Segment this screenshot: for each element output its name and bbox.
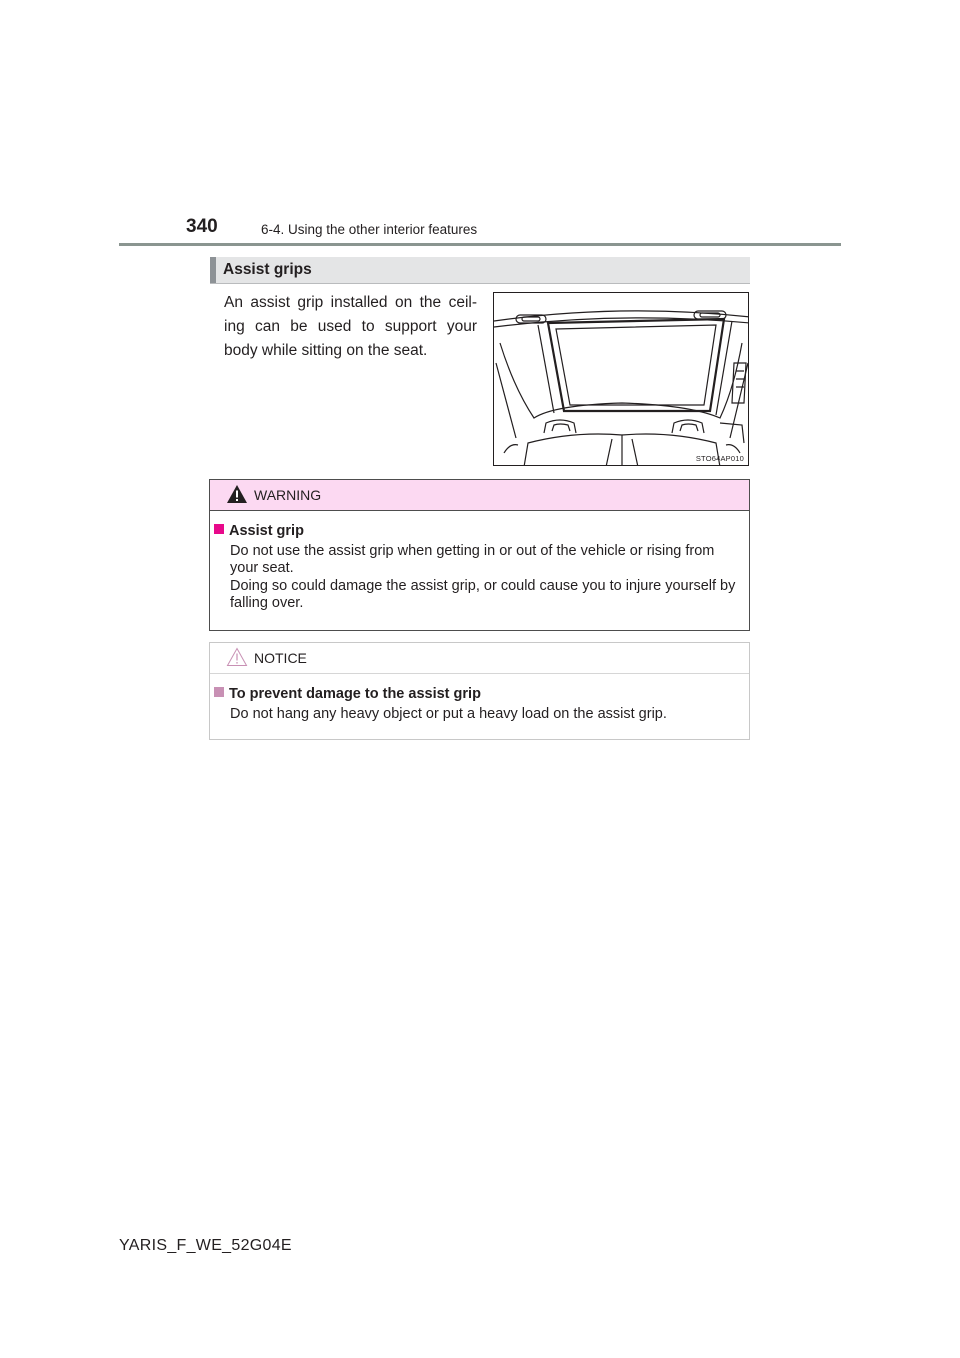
warning-item-text-2: Doing so could damage the assist grip, or could cause you to injure yourself by falling over. — [230, 578, 736, 611]
body-text: An assist grip installed on the ceil- ing can be used to support your body while sitting on the seat. — [224, 294, 477, 359]
warning-icon — [226, 484, 248, 504]
warning-box — [209, 479, 750, 631]
notice-header — [210, 643, 749, 674]
notice-box — [209, 642, 750, 740]
warning-bullet-icon — [214, 524, 224, 534]
notice-item-text: Do not hang any heavy object or put a heavy load on the assist grip. — [230, 706, 667, 722]
notice-item-title-text: To prevent damage to the assist grip — [229, 686, 481, 702]
notice-bullet-icon — [214, 687, 224, 697]
notice-icon — [226, 647, 248, 667]
notice-label: NOTICE — [254, 650, 307, 666]
page-number: 340 — [186, 216, 218, 237]
figure-code: STO64AP010 — [695, 454, 744, 463]
warning-item-title — [214, 522, 304, 540]
assist-grip-illustration — [493, 292, 749, 466]
ceiling-drawing — [494, 293, 749, 466]
notice-item-title — [214, 685, 481, 703]
header-rule — [119, 243, 841, 246]
section-title: Assist grips — [223, 261, 312, 278]
section-bar-accent — [210, 257, 216, 283]
warning-label: WARNING — [254, 487, 322, 503]
footer-code: YARIS_F_WE_52G04E — [119, 1237, 292, 1254]
warning-header — [210, 480, 749, 511]
warning-item-text-1: Do not use the assist grip when getting in or out of the vehicle or rising from your seat. — [230, 543, 715, 576]
running-head: 6-4. Using the other interior features — [261, 222, 478, 237]
warning-item-title-text: Assist grip — [229, 523, 304, 539]
